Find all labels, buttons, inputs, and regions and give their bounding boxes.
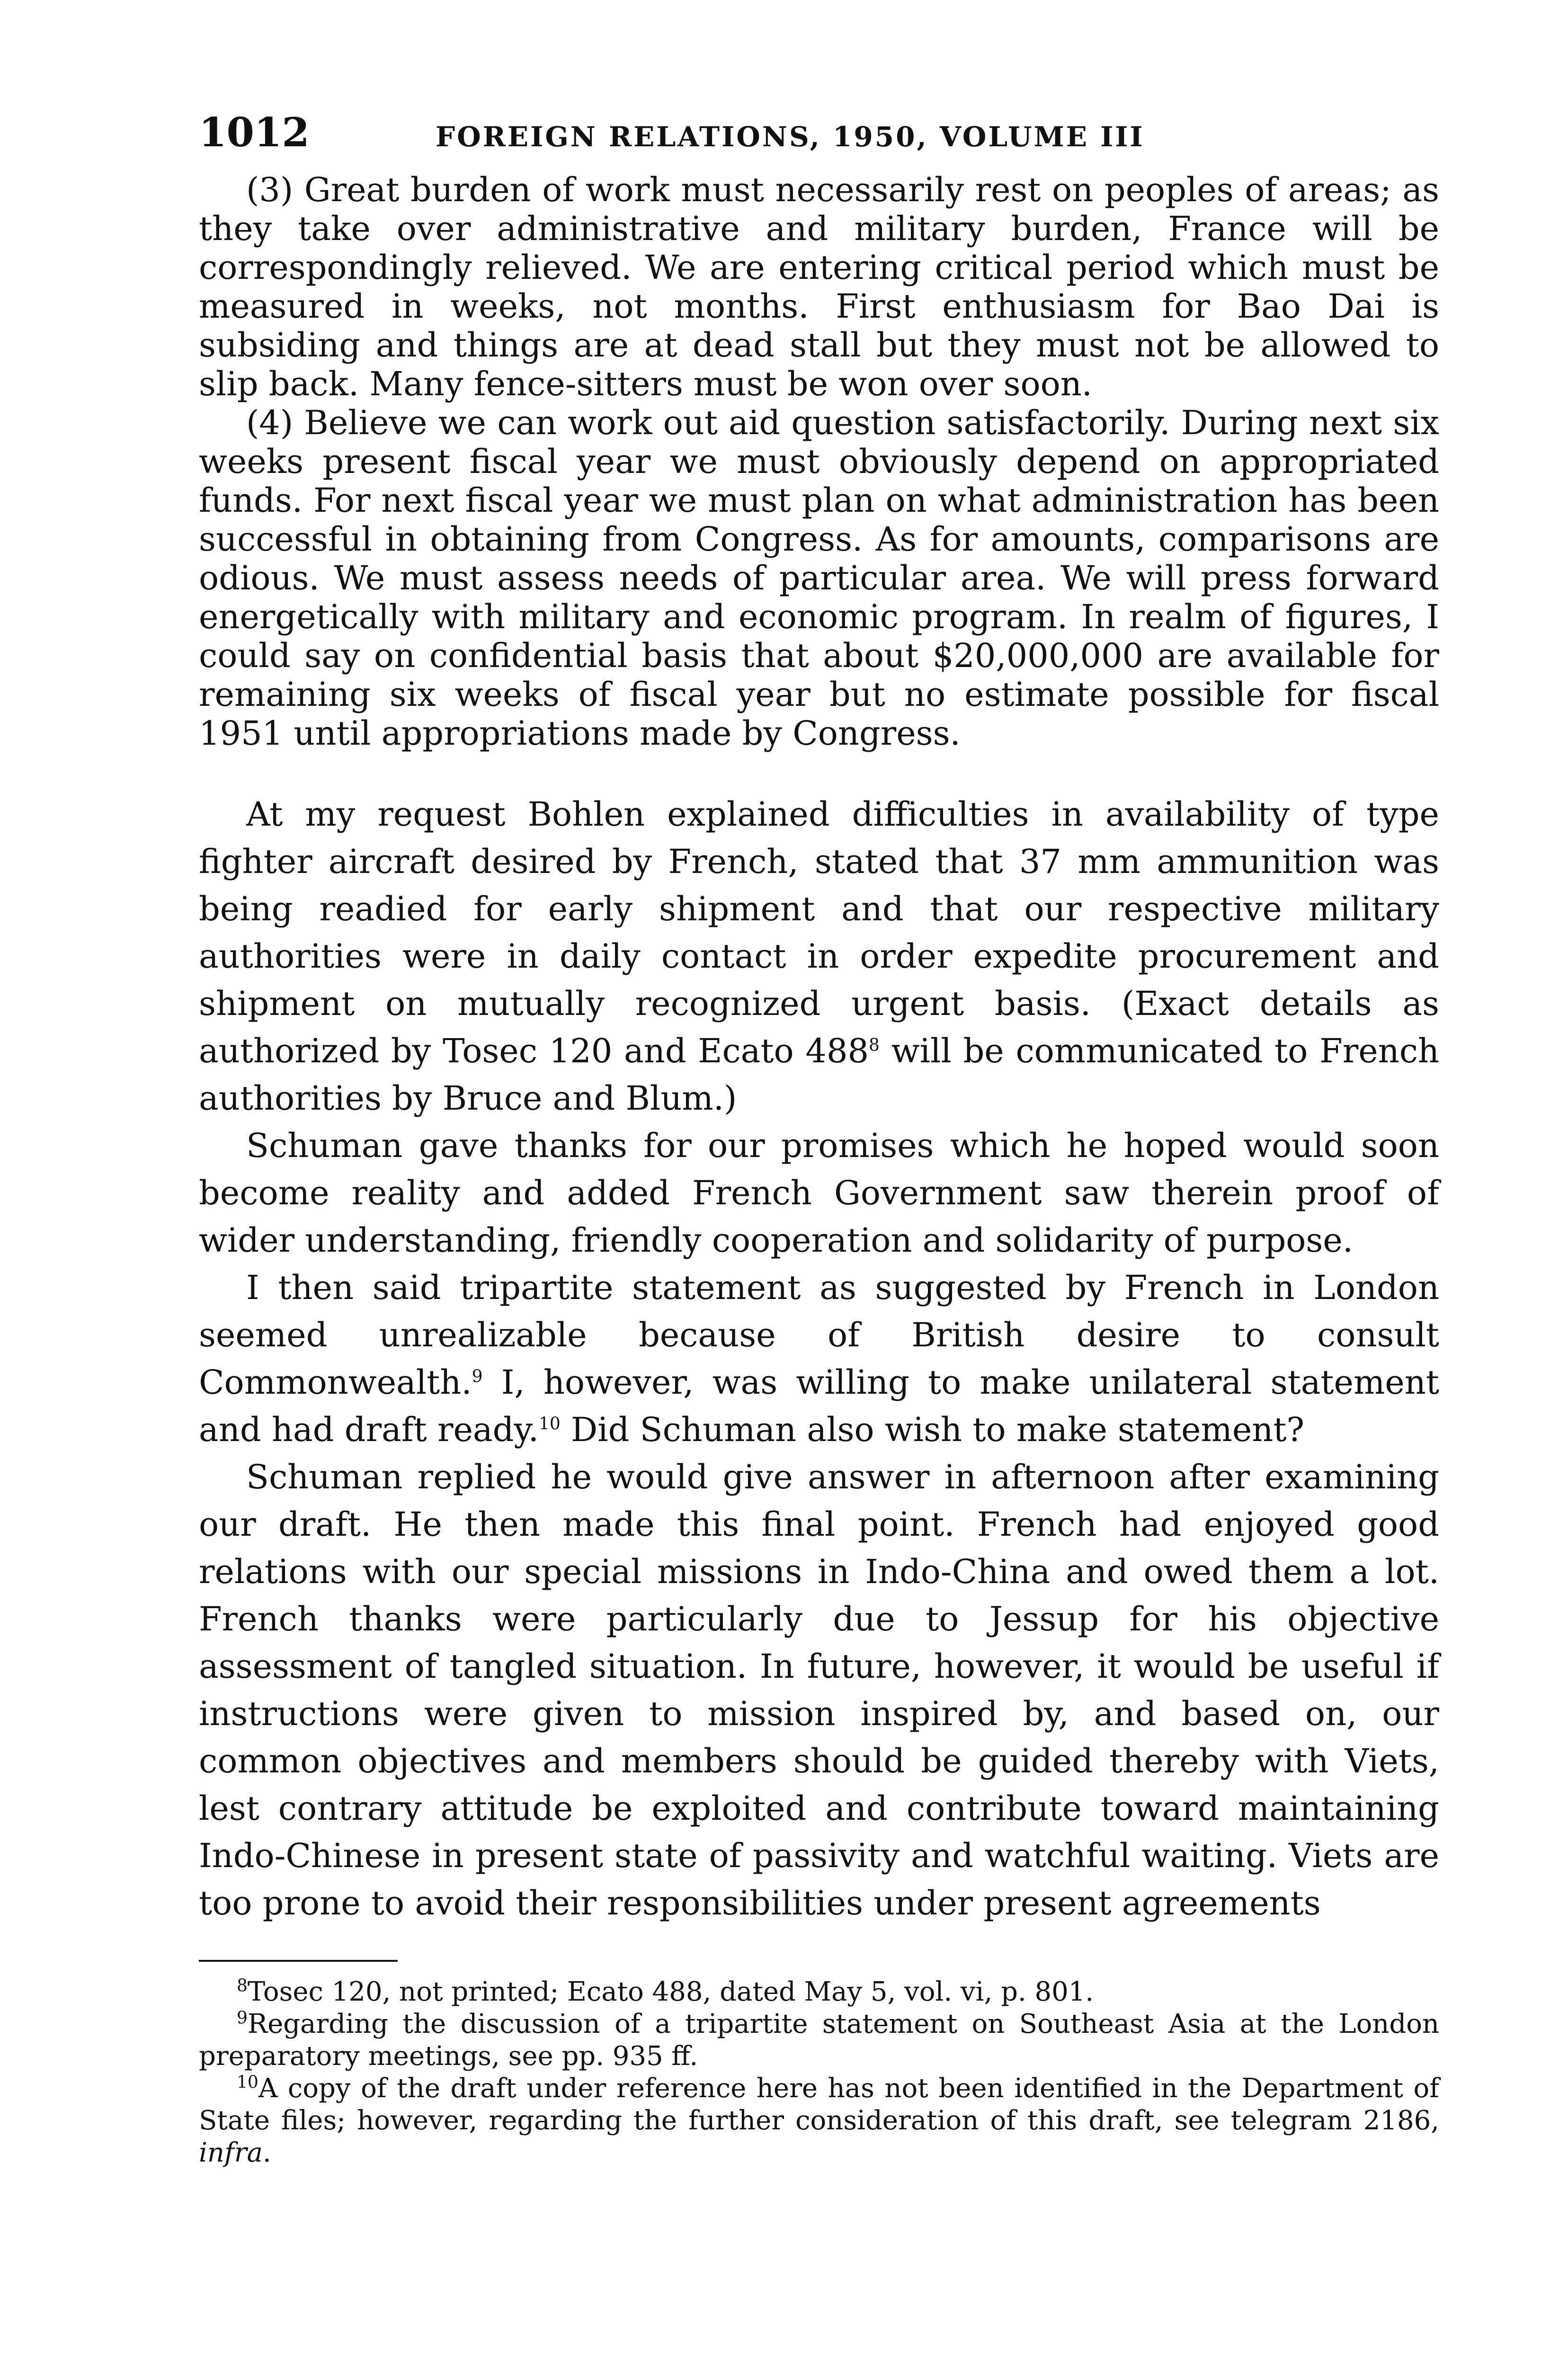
paragraph: Schuman replied he would give answer in afternoon after examining our draft. He then made this final point. French had enjoyed good relations with our special missions in Indo-China and owed them a lot. French thanks were particularly due to Jessup for his objective assessment of tangled situation. In future, however, it would be useful if instructions were given to mission inspired by, and based on, our common objectives and members should be guided thereby with Viets, lest contrary attitude be exploited and contribute toward maintaining Indo-Chinese in present state of passivity and watchful waiting. Viets are too prone to avoid their responsibilities under present agreements <box>199 1458 1439 1922</box>
paragraph: Schuman gave thanks for our promises which he hoped would soon become reality and added French Government saw therein proof of wider understanding, friendly cooperation and solidarity of purpose. <box>199 1126 1439 1260</box>
paragraph-text: At my request Bohlen explained difficulties in availability of type fighter aircraft desired by French, stated that 37 mm ammunition was being readied for early shipment and that our respective military authorities were in daily contact in order expedite procurement and shipment on mutually recognized urgent basis. (Exact details as authorized by Tosec 120 and Ecato 488 <box>199 795 1439 1070</box>
footnote-number: 10 <box>237 2073 258 2092</box>
footnote-ref: 10 <box>538 1414 561 1434</box>
running-head: FOREIGN RELATIONS, 1950, VOLUME III <box>436 121 1145 153</box>
footnote-text: Tosec 120, not printed; Ecato 488, dated May 5, vol. vi, p. 801. <box>247 1976 1094 2007</box>
body-text <box>199 170 1439 1927</box>
footnote <box>199 1976 1439 2008</box>
footnote-italic: infra <box>199 2137 263 2168</box>
paragraph-text: Did Schuman also wish to make statement? <box>560 1410 1305 1449</box>
page-header <box>199 109 1439 170</box>
footnote-ref: 9 <box>472 1367 483 1387</box>
footnote <box>199 2073 1439 2169</box>
paragraph <box>199 1264 1439 1453</box>
footnote-end: . <box>262 2137 271 2168</box>
footnote-ref: 8 <box>869 1035 880 1055</box>
paragraph <box>199 791 1439 1122</box>
document-page <box>199 109 1439 2169</box>
paragraph-text: I, however, was willing to make unilateral statement and had draft ready. <box>199 1363 1439 1449</box>
numbered-list <box>199 170 1439 753</box>
footnote-number: 9 <box>237 2008 248 2028</box>
paragraph-text: will be communicated to French authorities by Bruce and Blum.) <box>199 1032 1439 1118</box>
footnote-text: Regarding the discussion of a tripartite statement on Southeast Asia at the London preparatory meetings, see pp. 935 ff. <box>199 2009 1439 2072</box>
footnote-text: A copy of the draft under reference here has not been identified in the Department of State files; however, regarding the further consideration of this draft, see telegram 2186, <box>199 2073 1439 2136</box>
footnote-number: 8 <box>237 1976 248 1996</box>
page-number: 1012 <box>199 109 310 156</box>
footnote <box>199 2008 1439 2073</box>
footnotes <box>199 1976 1439 2169</box>
paragraph-text: I then said tripartite statement as suggested by French in London seemed unrealizable because of British desire to consult Commonwealth. <box>199 1268 1439 1402</box>
footnote-divider <box>199 1960 398 1962</box>
numbered-item-4: (4) Believe we can work out aid question satisfactorily. During next six weeks present fiscal year we must obviously depend on appropriated funds. For next fiscal year we must plan on what administration has been successful in obtaining from Congress. As for amounts, comparisons are odious. We must assess needs of particular area. We will press forward energetically with military and economic program. In realm of figures, I could say on confidential basis that about $20,000,000 are available for remaining six weeks of fiscal year but no estimate possible for fiscal 1951 until appropriations made by Congress. <box>199 403 1439 753</box>
numbered-item-3: (3) Great burden of work must necessarily rest on peoples of areas; as they take over administrative and military burden, France will be correspondingly relieved. We are entering critical period which must be measured in weeks, not months. First enthusiasm for Bao Dai is subsiding and things are at dead stall but they must not be allowed to slip back. Many fence-sitters must be won over soon. <box>199 170 1439 403</box>
